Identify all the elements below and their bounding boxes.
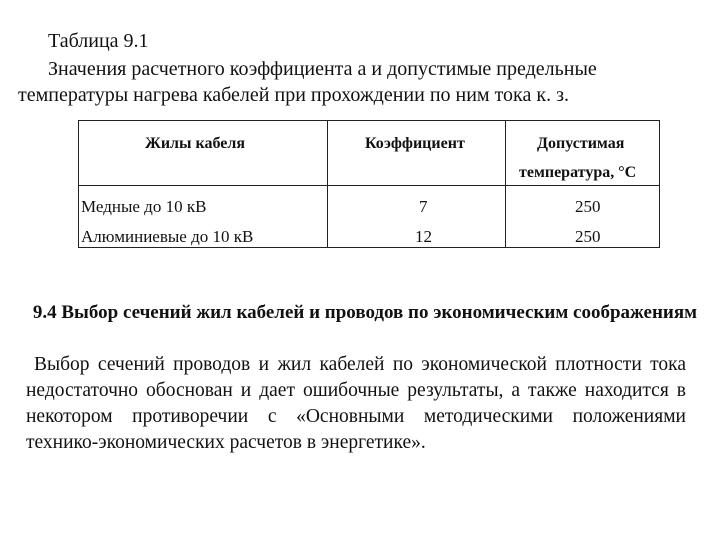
- cell-coefficient: 7: [419, 197, 428, 216]
- cell-temperature: 250: [575, 227, 601, 246]
- header-coefficient: Коэффициент: [365, 135, 465, 152]
- column-divider: [327, 121, 328, 247]
- section-body-paragraph: [26, 352, 686, 456]
- table-caption-line-1: Значения расчетного коэффициента а и допустимые предельные: [48, 58, 597, 80]
- header-cable-cores: Жилы кабеля: [145, 135, 246, 152]
- section-heading: 9.4 Выбор сечений жил кабелей и проводов по экономическим соображениям: [32, 302, 698, 323]
- table-caption-number: Таблица 9.1: [48, 30, 149, 52]
- cell-cable-type: Медные до 10 кВ: [81, 197, 207, 216]
- paragraph-text: Выбор сечений проводов и жил кабелей по экономической плотности тока недостаточно обоснован и дает ошибочные результаты, а также находится в некотором противоречии с «Основными методическими положениями технико-экономических расчетов в энергетике».: [26, 354, 686, 453]
- header-divider: [79, 185, 659, 186]
- cell-coefficient: 12: [415, 227, 432, 246]
- cell-cable-type: Алюминиевые до 10 кВ: [81, 227, 254, 246]
- header-temperature-line-2: температура, °С: [519, 164, 637, 181]
- table-caption-line-2: температуры нагрева кабелей при прохождении по ним тока к. з.: [18, 84, 569, 106]
- header-temperature-line-1: Допустимая: [537, 135, 625, 152]
- column-divider: [505, 121, 506, 247]
- data-table: [78, 120, 660, 248]
- cell-temperature: 250: [575, 197, 601, 216]
